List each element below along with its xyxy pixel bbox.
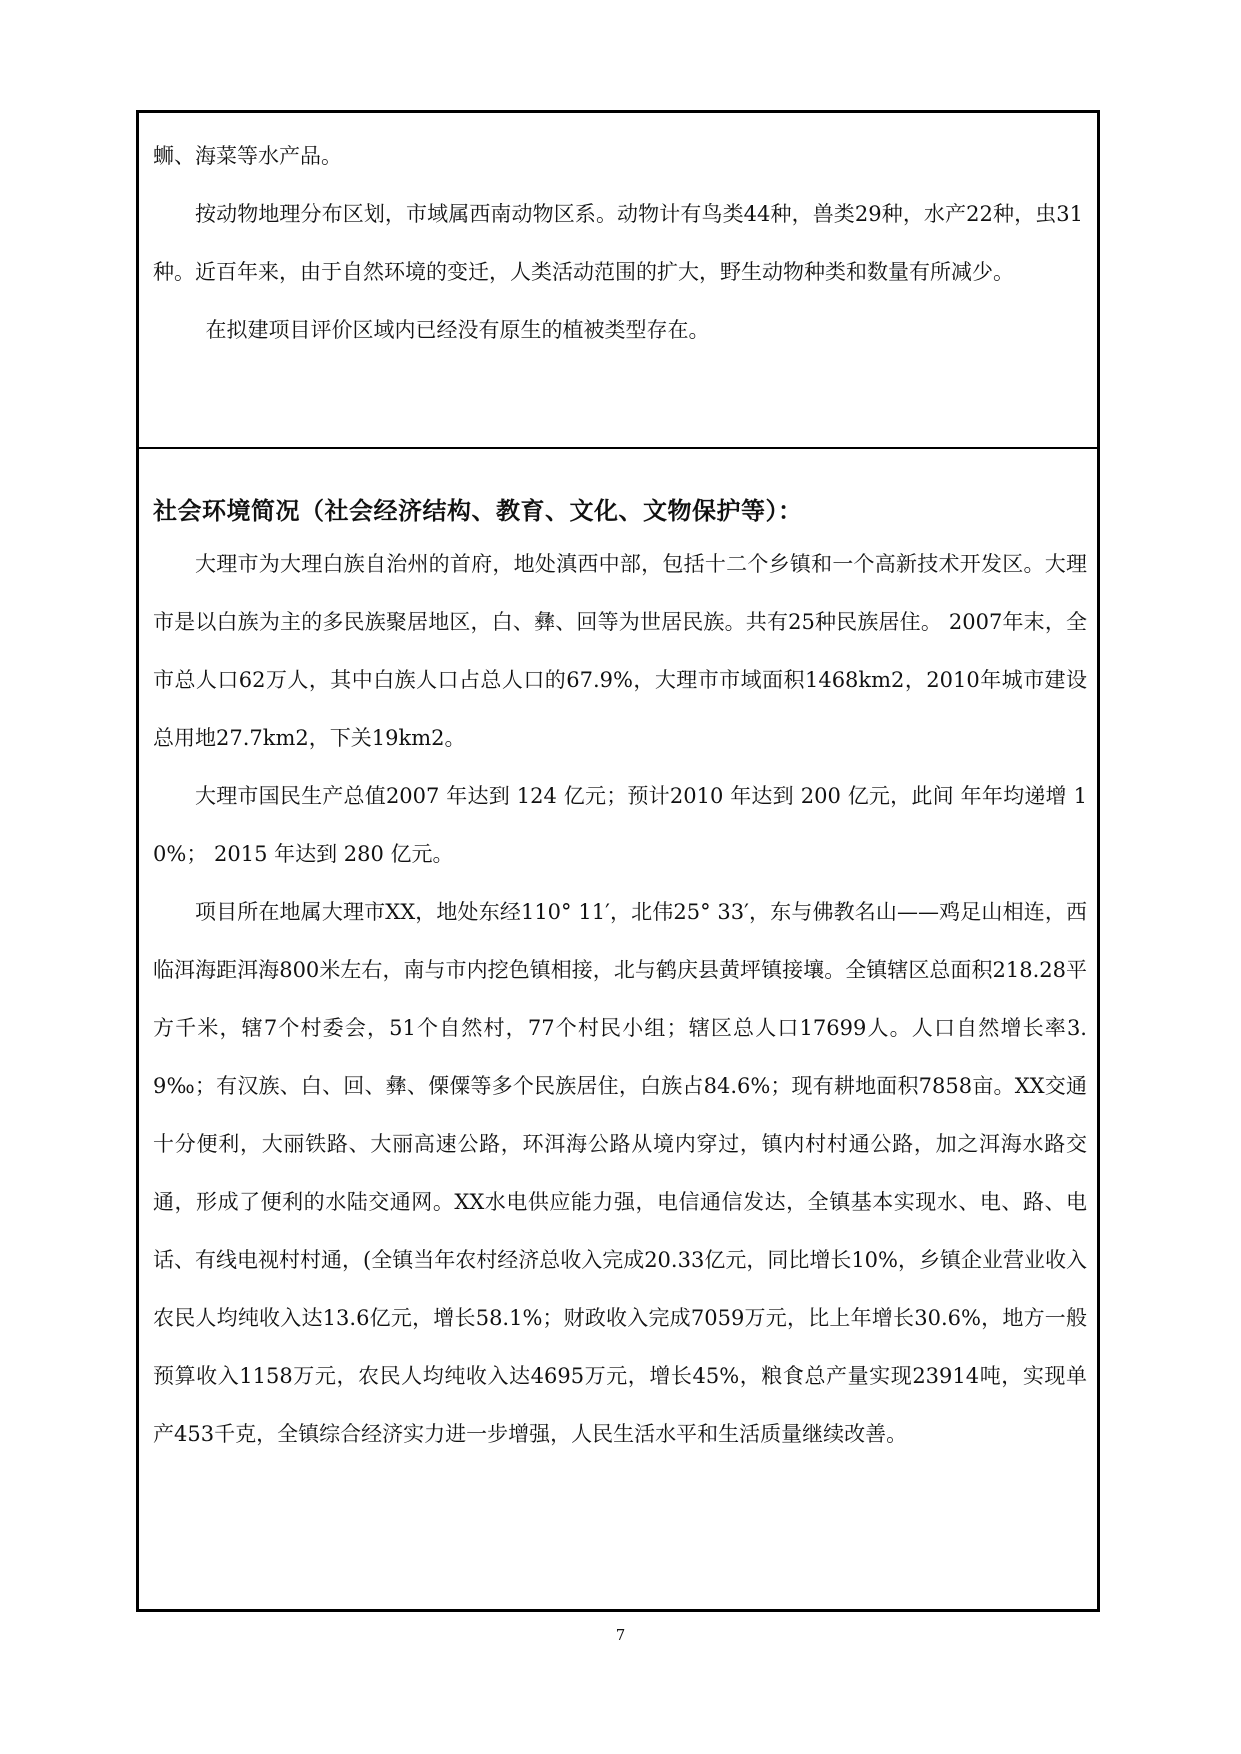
paragraph-vegetation: 在拟建项目评价区域内已经没有原生的植被类型存在。: [205, 318, 710, 342]
document-table: [136, 110, 1100, 1612]
paragraph-project-location: 项目所在地属大理市XX，地处东经110° 11′，北伟25° 33′，东与佛教名山——鸡足山相连，西临洱海距洱海800米左右，南与市内挖色镇相接，北与鹤庆县黄坪镇接壤。全镇辖区总面积218.28平方千米，辖7个村委会，51个自然村，77个村民小组；辖区总人口17699人。人口自然增长率3.9‰；有汉族、白、回、彝、傈僳等多个民族居住，白族占84.6%；现有耕地面积7858亩。XX交通十分便利，大丽铁路、大丽高速公路，环洱海公路从境内穿过，镇内村村通公路，加之洱海水路交通，形成了便利的水陆交通网。XX水电供应能力强，电信通信发达，全镇基本实现水、电、路、电话、有线电视村村通，(全镇当年农村经济总收入完成20.33亿元，同比增长10%，乡镇企业营业收入农民人均纯收入达13.6亿元，增长58.1%；财政收入完成7059万元，比上年增长30.6%，地方一般预算收入1158万元，农民人均纯收入达4695万元，增长45%，粮食总产量实现23914吨，实现单产453千克，全镇综合经济实力进一步增强，人民生活水平和生活质量继续改善。: [153, 900, 1087, 1446]
paragraph-city-overview: 大理市为大理白族自治州的首府，地处滇西中部，包括十二个乡镇和一个高新技术开发区。大理市是以白族为主的多民族聚居地区，白、彝、回等为世居民族。共有25种民族居住。 2007年末，全市总人口62万人，其中白族人口占总人口的67.9%，大理市市域面积1468km2，2010年城市建设总用地27.7km2，下关19km2。: [153, 552, 1087, 750]
section-title: 社会环境简况（社会经济结构、教育、文化、文物保护等）：: [153, 497, 803, 525]
paragraph-gdp: 大理市国民生产总值2007 年达到 124 亿元；预计2010 年达到 200 亿元，此间 年年均递增 10%； 2015 年达到 280 亿元。: [153, 784, 1087, 866]
paragraph-fauna: 按动物地理分布区划，市域属西南动物区系。动物计有鸟类44种，兽类29种，水产22种，虫31种。近百年来，由于自然环境的变迁，人类活动范围的扩大，野生动物种类和数量有所减少。: [153, 202, 1083, 284]
ecology-section: [139, 113, 1097, 447]
page-number: 7: [615, 1626, 626, 1644]
paragraph-aquatic-products: 蛳、海菜等水产品。: [153, 144, 342, 168]
social-environment-section: [139, 451, 1097, 1611]
section-divider: [139, 447, 1097, 449]
